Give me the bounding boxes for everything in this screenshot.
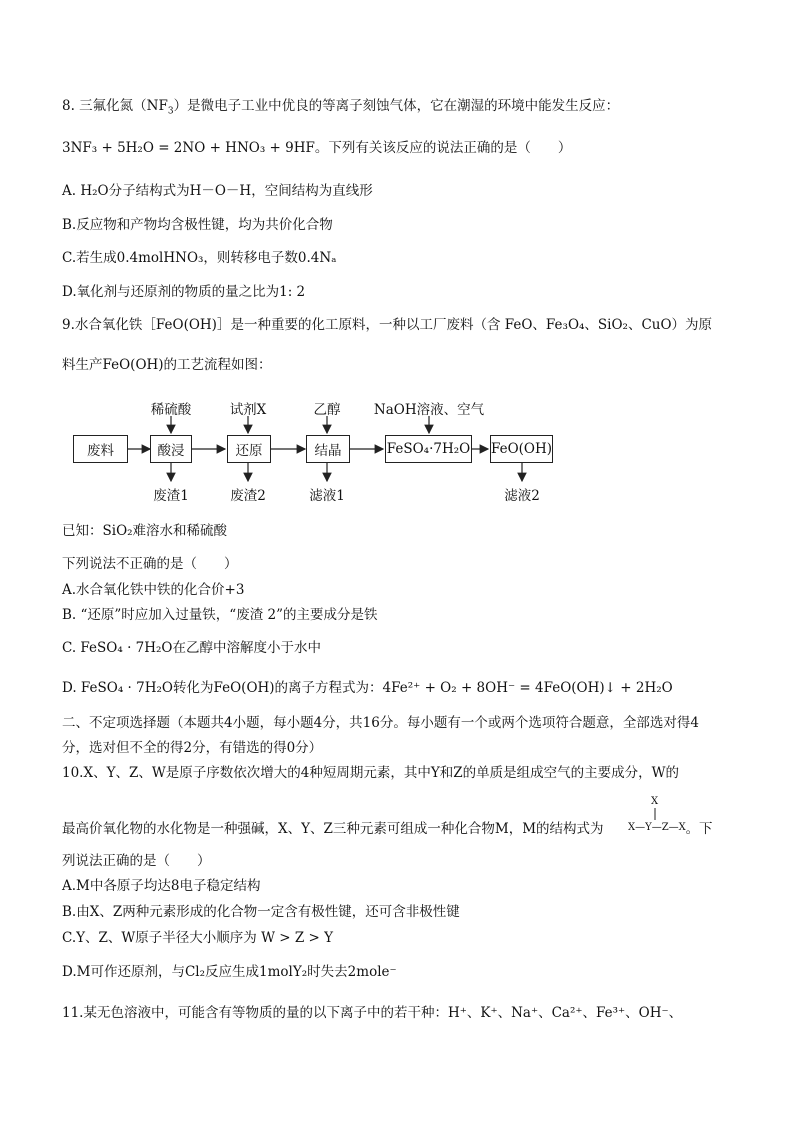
q10-option-b: B.由X、Z两种元素形成的化合物一定含有极性键，还可含非极性键 [62, 904, 460, 920]
q9-stem-line1: 9.水合氧化铁［FeO(OH)］是一种重要的化工原料，一种以工厂废料（含 FeO、Fe₃O₄、SiO₂、CuO）为原 [62, 317, 713, 333]
q8-equation: 3NF₃ + 5H₂O = 2NO + HNO₃ + 9HF [62, 140, 315, 156]
q9-option-d: D. FeSO₄ · 7H₂O转化为FeO(OH)的离子方程式为：4Fe²⁺ + O₂ + 8OH⁻ = 4FeO(OH)↓ + 2H₂O [62, 680, 673, 696]
flow-output-residue2: 废渣2 [230, 488, 266, 504]
q10-stem-line1: 10.X、Y、Z、W是原子序数依次增大的4种短周期元素，其中Y和Z的单质是组成空气的主要成分，W的 [62, 765, 680, 781]
q9-question: 下列说法不正确的是（ ） [62, 556, 238, 572]
flow-box-feooh: FeO(OH) [490, 435, 553, 463]
q8-option-a: A. H₂O分子结构式为H－O－H，空间结构为直线形 [62, 183, 373, 199]
q10-question: 列说法正确的是（ ） [62, 853, 211, 869]
flow-input-dilute-h2so4: 稀硫酸 [150, 402, 192, 418]
flow-output-filtrate2: 滤液2 [504, 488, 540, 504]
section2-header-line2: 分，选对但不全的得2分，有错选的得0分） [62, 740, 323, 756]
q10-structure-formula: X—Y—Z—X [628, 822, 686, 833]
q9-option-a: A.水合氧化铁中铁的化合价+3 [62, 582, 245, 598]
q8-option-c: C.若生成0.4molHNO₃，则转移电子数0.4Nₐ [62, 250, 337, 266]
flow-input-naoh-air: NaOH溶液、空气 [373, 402, 485, 418]
flow-box-crystallize: 结晶 [306, 435, 350, 463]
q10-structure-bond [650, 807, 662, 821]
q9-option-b: B. “还原”时应加入过量铁，“废渣 2”的主要成分是铁 [62, 607, 378, 623]
flow-input-ethanol: 乙醇 [313, 402, 341, 418]
q10-option-c: C.Y、Z、W原子半径大小顺序为 W > Z > Y [62, 930, 334, 946]
flow-box-feso4: FeSO₄·7H₂O [385, 435, 472, 463]
q10-option-d: D.M可作还原剂，与Cl₂反应生成1molY₂时失去2mole⁻ [62, 964, 397, 980]
section2-header-line1: 二、不定项选择题（本题共4小题，每小题4分，共16分。每小题有一个或两个选项符合题意，全部选对得4 [62, 715, 699, 731]
q9-known: 已知：SiO₂难溶水和稀硫酸 [62, 523, 228, 539]
q10-stem-line2: 最高价氧化物的水化物是一种强碱，X、Y、Z三种元素可组成一种化合物M，M的结构式为 。下 [62, 821, 713, 837]
q9-option-c: C. FeSO₄ · 7H₂O在乙醇中溶解度小于水中 [62, 640, 321, 656]
q10-structure-top-x: X [651, 796, 659, 807]
q10-option-a: A.M中各原子均达8电子稳定结构 [62, 878, 261, 894]
flow-box-acid-leach: 酸浸 [150, 435, 192, 463]
flow-input-reagent-x: 试剂X [229, 402, 267, 418]
q11-stem-line1: 11.某无色溶液中，可能含有等物质的量的以下离子中的若干种：H⁺、K⁺、Na⁺、Ca²⁺、Fe³⁺、OH⁻、 [62, 1005, 683, 1021]
q8-option-d: D.氧化剂与还原剂的物质的量之比为1: 2 [62, 284, 306, 300]
q9-stem-line2: 料生产FeO(OH)的工艺流程如图： [62, 357, 272, 373]
q8-option-b: B.反应物和产物均含极性键，均为共价化合物 [62, 217, 333, 233]
q8-stem-line1: 8. 三氟化氮$(NF_3)$是微电子工业中优良的等离子刻蚀气体，它在潮湿的环境中能发生反应： [62, 98, 620, 117]
flow-box-waste: 废料 [73, 435, 128, 463]
flow-box-reduce: 还原 [227, 435, 271, 463]
flow-output-residue1: 废渣1 [153, 488, 189, 504]
flow-output-filtrate1: 滤液1 [309, 488, 345, 504]
q8-stem-line2: 3NF₃ + 5H₂O = 2NO + HNO₃ + 9HF。下列有关该反应的说法正确的是（ ） [62, 140, 572, 156]
